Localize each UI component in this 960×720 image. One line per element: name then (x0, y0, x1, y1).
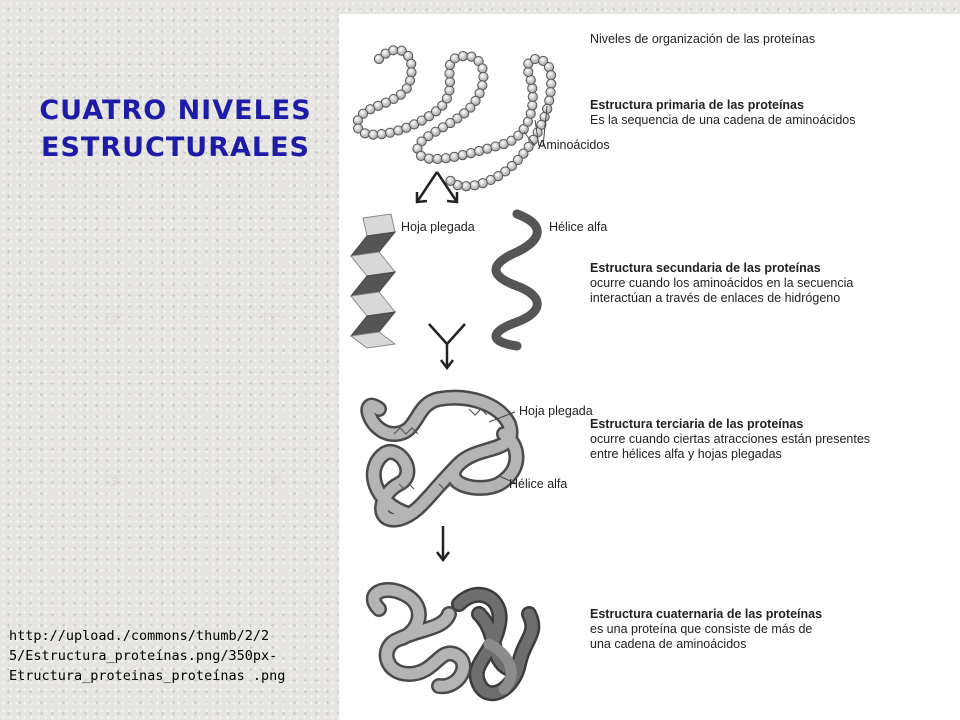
tertiary-structure-drawing (368, 398, 517, 520)
secondary-structure-title: Estructura secundaria de las proteínas (590, 261, 821, 275)
amino-acid-bead (450, 152, 459, 161)
sheet-label-secondary: Hoja plegada (401, 220, 475, 234)
amino-acid-chain (353, 46, 556, 191)
amino-acid-bead (546, 71, 555, 80)
tertiary-structure-description: ocurre cuando ciertas atracciones están presentes (590, 432, 871, 446)
slide-title (18, 92, 333, 166)
down-arrow (437, 526, 449, 560)
amino-acid-bead (445, 77, 454, 86)
amino-acid-bead (528, 84, 537, 93)
amino-acid-bead (407, 68, 416, 77)
helix-label-tertiary: Hélice alfa (509, 477, 568, 491)
amino-acid-bead (458, 151, 467, 160)
amino-acid-bead (470, 181, 479, 190)
amino-acid-bead (445, 69, 454, 78)
slide-title-line: CUATRO NIVELES (39, 95, 312, 126)
sheet-label-tertiary: Hoja plegada (519, 404, 593, 418)
quaternary-structure-text (590, 607, 822, 652)
quaternary-structure-description: es una proteína que consiste de más de (590, 622, 813, 636)
amino-acid-bead (446, 176, 455, 185)
secondary-structure-description: ocurre cuando los aminoácidos en la secuencia (590, 276, 854, 290)
quaternary-structure-drawing (374, 590, 533, 693)
amino-acid-bead (433, 154, 442, 163)
secondary-structure-description: interactúan a través de enlaces de hidrógeno (590, 291, 841, 305)
amino-acid-bead (524, 67, 533, 76)
slide-title-line: ESTRUCTURALES (41, 132, 310, 163)
amino-acid-bead (462, 182, 471, 191)
hand-watermark-icon: ☞ (104, 306, 124, 331)
amino-acid-bead (546, 88, 555, 97)
hand-watermark-icon: ☞ (262, 468, 282, 493)
amino-acid-bead (478, 64, 487, 73)
amino-acid-bead (424, 154, 433, 163)
source-url-line: 5/Estructura_proteínas.png/350px- (9, 648, 278, 664)
amino-acid-bead (377, 130, 386, 139)
quaternary-structure-title: Estructura cuaternaria de las proteínas (590, 607, 823, 621)
quaternary-structure-description: una cadena de aminoácidos (590, 637, 747, 651)
amino-acid-bead (545, 96, 554, 105)
figure-heading: Niveles de organización de las proteínas (590, 32, 816, 46)
tertiary-structure-description: entre hélices alfa y hojas plegadas (590, 447, 782, 461)
tertiary-structure-title: Estructura terciaria de las proteínas (590, 417, 804, 431)
amino-acid-bead (360, 129, 369, 138)
primary-structure-text (590, 98, 855, 128)
source-url (9, 626, 339, 686)
helix-label-secondary: Hélice alfa (549, 220, 608, 234)
source-url-line: Etructura_proteinas_proteínas .png (9, 668, 286, 684)
amino-acid-bead (528, 92, 537, 101)
hand-watermark-icon: ☞ (104, 468, 124, 493)
amino-acid-bead (528, 101, 537, 110)
amino-acid-bead (458, 52, 467, 61)
amino-acid-bead (466, 149, 475, 158)
merge-arrow (429, 324, 465, 368)
primary-structure-title: Estructura primaria de las proteínas (590, 98, 804, 112)
amino-acid-bead (479, 72, 488, 81)
amino-acid-bead (407, 59, 416, 68)
amino-acid-bead (445, 86, 454, 95)
amino-acids-label: Aminoácidos (538, 138, 610, 152)
tertiary-structure-text (590, 417, 870, 462)
amino-acid-bead (369, 130, 378, 139)
source-url-line: http://upload./commons/thumb/2/2 (9, 628, 270, 644)
amino-acid-bead (547, 79, 556, 88)
secondary-structure-text (590, 261, 853, 306)
amino-acid-bead (389, 46, 398, 55)
alpha-helix-drawing (496, 214, 537, 346)
pleated-sheet-drawing (351, 214, 395, 348)
hand-watermark-icon: ☞ (262, 306, 282, 331)
protein-structure-figure (339, 14, 960, 720)
amino-acid-bead (526, 109, 535, 118)
amino-acid-bead (441, 154, 450, 163)
primary-structure-description: Es la sequencia de una cadena de aminoácidos (590, 113, 856, 127)
